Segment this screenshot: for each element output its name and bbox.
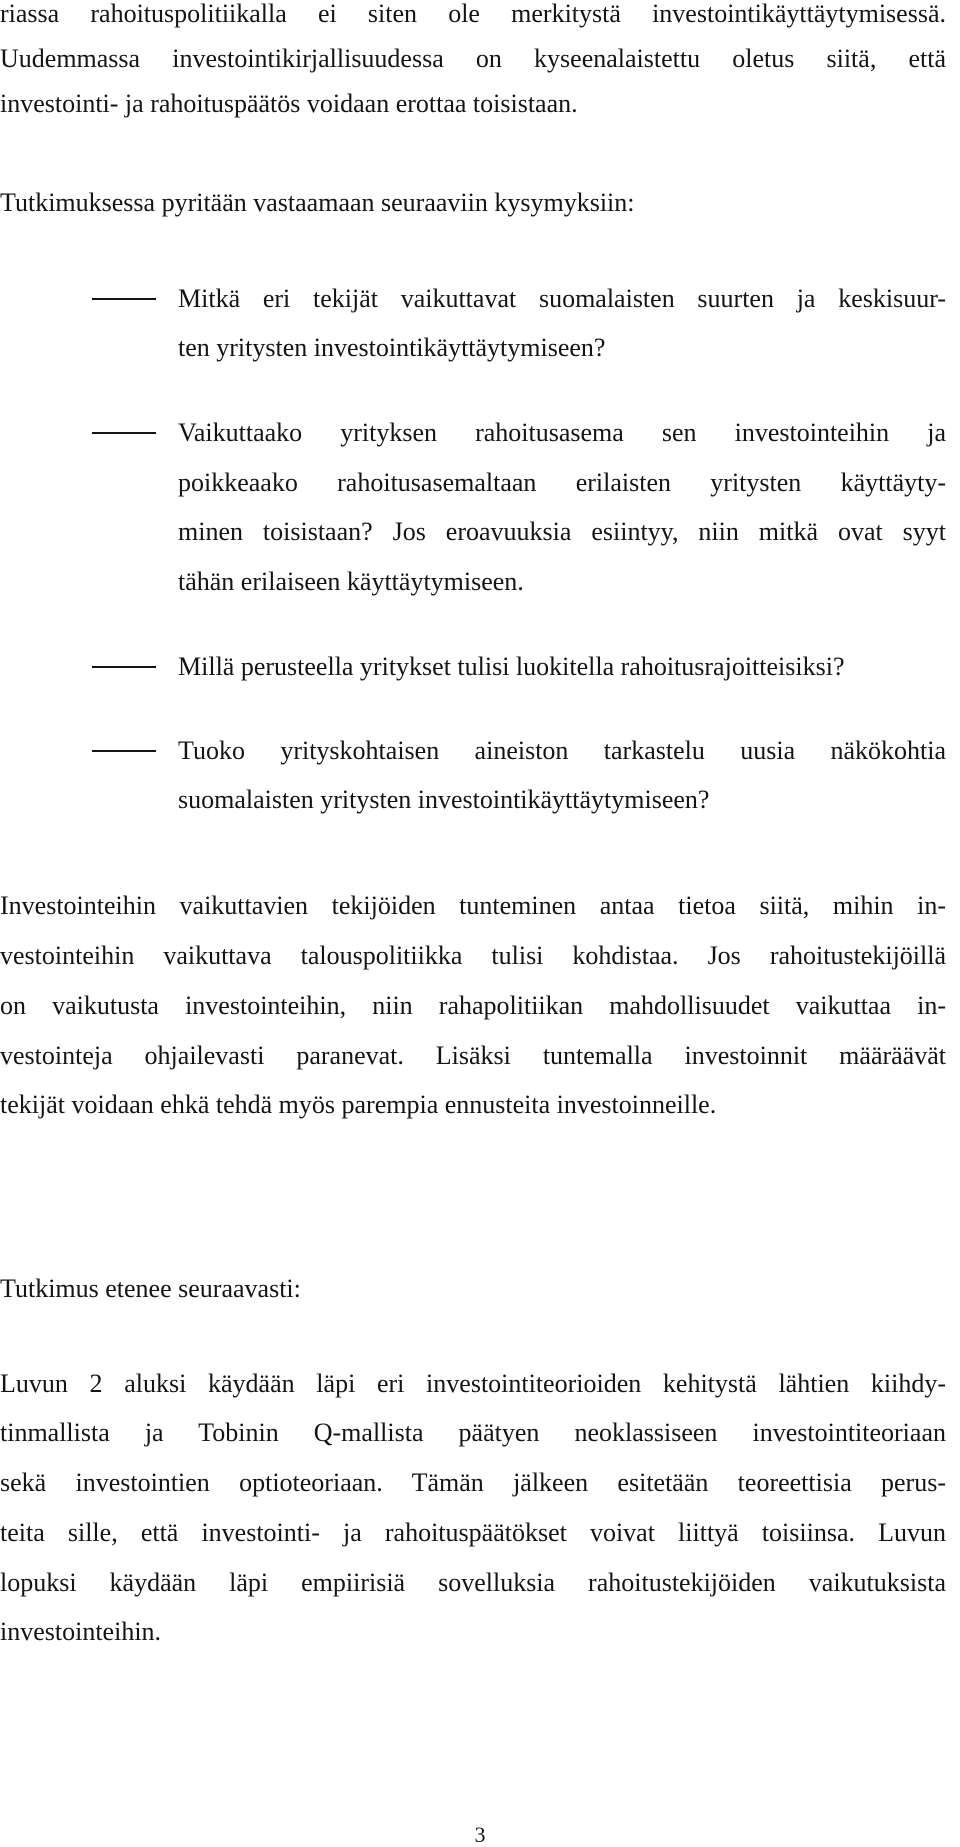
- intro-line-2: Uudemmassa investointikirjallisuudessa on kyseenalaistettu oletus siitä, että: [0, 44, 946, 73]
- chapter-line-4: teita sille, että investointi- ja rahoituspäätökset voivat liittyä toisiinsa. Luvun: [0, 1518, 946, 1547]
- policy-line-3: on vaikutusta investointeihin, niin rahapolitiikan mahdollisuudet vaikuttaa in-: [0, 991, 946, 1020]
- policy-line-5: tekijät voidaan ehkä tehdä myös parempia ennusteita investoinneille.: [0, 1090, 717, 1119]
- question-2-line-3: minen toisistaan? Jos eroavuuksia esiintyy, niin mitkä ovat syyt: [178, 517, 946, 546]
- chapter-line-3: sekä investointien optioteoriaan. Tämän jälkeen esitetään teoreettisia perus-: [0, 1468, 946, 1497]
- policy-line-1: Investointeihin vaikuttavien tekijöiden tunteminen antaa tietoa siitä, mihin in-: [0, 891, 946, 920]
- chapter-line-2: tinmallista ja Tobinin Q-mallista päätyen neoklassiseen investointiteoriaan: [0, 1418, 946, 1447]
- question-2-line-1: Vaikuttaako yrityksen rahoitusasema sen investointeihin ja: [178, 418, 946, 447]
- dash-bullet-4: [92, 750, 156, 752]
- question-4-line-1: Tuoko yrityskohtaisen aineiston tarkastelu uusia näkökohtia: [178, 736, 946, 765]
- intro-line-1: riassa rahoituspolitiikalla ei siten ole merkitystä investointikäyttäytymisessä.: [0, 0, 946, 28]
- chapter-line-6: investointeihin.: [0, 1617, 162, 1646]
- chapter-line-5: lopuksi käydään läpi empiirisiä sovelluksia rahoitustekijöiden vaikutuksista: [0, 1568, 946, 1597]
- structure-heading: Tutkimus etenee seuraavasti:: [0, 1274, 301, 1303]
- questions-intro: Tutkimuksessa pyritään vastaamaan seuraaviin kysymyksiin:: [0, 188, 635, 217]
- question-1-line-1: Mitkä eri tekijät vaikuttavat suomalaisten suurten ja keskisuur-: [178, 284, 946, 313]
- chapter-line-1: Luvun 2 aluksi käydään läpi eri investointiteorioiden kehitystä lähtien kiihdy-: [0, 1369, 946, 1398]
- question-2-line-2: poikkeaako rahoitusasemaltaan erilaisten yritysten käyttäyty-: [178, 468, 946, 497]
- question-3-line-1: Millä perusteella yritykset tulisi luokitella rahoitusrajoitteisiksi?: [178, 652, 845, 681]
- policy-line-4: vestointeja ohjailevasti paranevat. Lisäksi tuntemalla investoinnit määräävät: [0, 1041, 946, 1070]
- question-4-line-2: suomalaisten yritysten investointikäyttäytymiseen?: [178, 785, 710, 814]
- policy-line-2: vestointeihin vaikuttava talouspolitiikka tulisi kohdistaa. Jos rahoitustekijöillä: [0, 941, 946, 970]
- dash-bullet-1: [92, 298, 156, 300]
- question-1-line-2: ten yritysten investointikäyttäytymiseen?: [178, 333, 606, 362]
- intro-line-3: investointi- ja rahoituspäätös voidaan erottaa toisistaan.: [0, 89, 578, 118]
- dash-bullet-3: [92, 666, 156, 668]
- page-number: 3: [474, 1822, 486, 1847]
- dash-bullet-2: [92, 432, 156, 434]
- question-2-line-4: tähän erilaiseen käyttäytymiseen.: [178, 567, 524, 596]
